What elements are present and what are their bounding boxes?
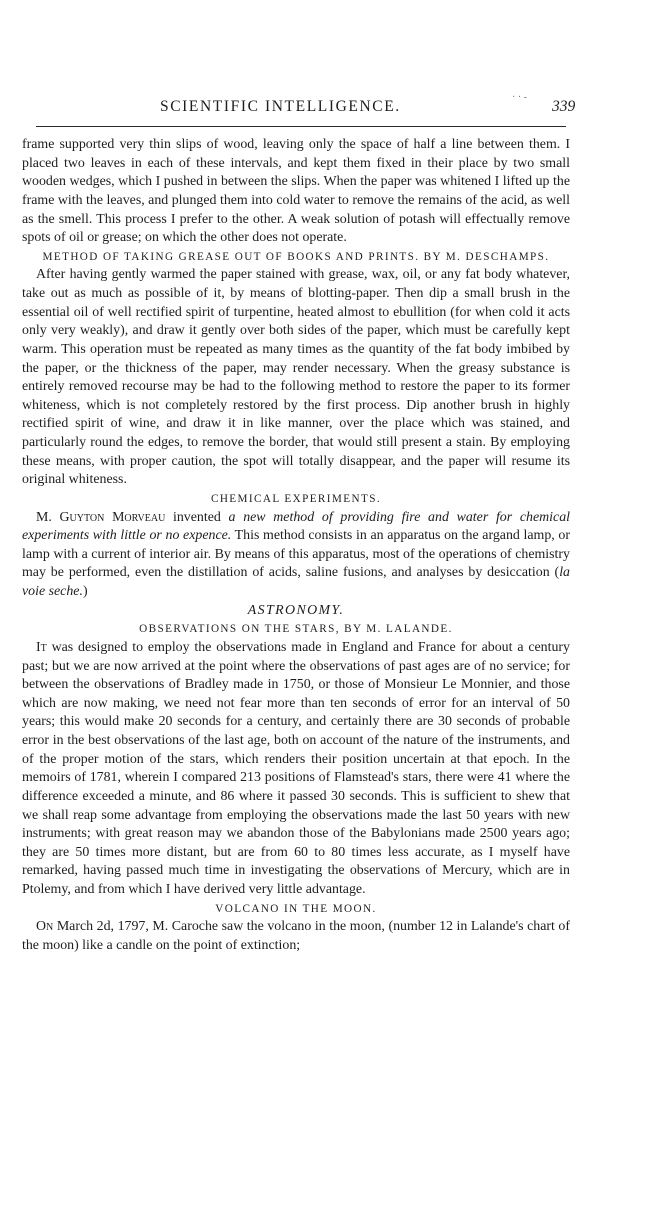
paragraph-volcano	[22, 918, 570, 955]
paragraph-star-observations	[22, 639, 570, 900]
section-heading-observations: OBSERVATIONS ON THE STARS, BY M. LALANDE.	[139, 623, 453, 636]
text-run: invented	[165, 509, 229, 525]
text-run: was designed to employ the observations made in England and France for about a century past; but we are now arrived at the point where the observations of past ages are of no service; for between the observations of Bradley made in 1750, or those of Monsieur Le Monnier, and those which are now making, we need not fear more than ten seconds of error for an interval of 50 years; this would make 20 seconds for a century, and certainly there are 30 seconds of probable error in the best observations of the last age, both on account of the nature of the instruments, and of the proper motion of the stars, which renders their position uncertain at that epoch. In the memoirs of 1781, wherein I compared 213 positions of Flamstead's stars, there were 41 where the difference exceeded a minute, and 86 where it passed 30 seconds. This is sufficient to shew that we shall reap some advantage from employing the observations made the last 50 years with new instruments; with great reason may we abandon those of the Babylonians made 2500 years ago; they are 50 times more distant, but are from 60 to 80 times less accurate, as I myself have remarked, having passed much time in investigating the observations of Mercury, which are in Ptolemy, and from which I have derived very little advantage.	[22, 639, 570, 897]
header-rule	[36, 126, 566, 127]
section-heading-astronomy: ASTRONOMY.	[247, 602, 345, 618]
author-name: M. Guyton Morveau	[36, 509, 166, 525]
page-number: 339	[552, 98, 576, 115]
lead-word: It	[36, 639, 47, 655]
paragraph-grease-method: After having gently warmed the paper stained with grease, wax, oil, or any fat body whatever, take out as much as possible of it, by means of blotting-paper. Then dip a small brush in the essential oil of well rectified spirit of turpentine, heated almost to ebullition (for when cold it acts only very weakly), and draw it gently over both sides of the paper, which must be carefully kept warm. This operation must be repeated as many times as the quantity of the fat body imbibed by the paper, or the thickness of the paper, may render necessary. When the greasy substance is entirely removed recourse may be had to the following method to restore the paper to its former whiteness, which is not completely restored by the first process. Dip another brush in highly rectified spirit of wine, and draw it in like manner, over the place which was stained, and particularly round the edges, to remove the border, that would still present a stain. By employing these means, with proper caution, the spot will totally disappear, and the paper will resume its original whiteness.	[22, 267, 570, 488]
section-heading-grease: METHOD OF TAKING GREASE OUT OF BOOKS AND PRINTS. BY M. DESCHAMPS.	[42, 250, 550, 263]
header-marks: · · -	[512, 92, 527, 103]
text-run: )	[82, 584, 88, 599]
italic-phrase: a new method of providing fire and water for chemical experiments with little or no expence.	[22, 509, 570, 544]
paragraph-bleaching-continued: frame supported very thin slips of wood, leaving only the space of half a line between them. I placed two leaves in each of these intervals, and kept them fixed in their place by two small wooden wedges, which I pushed in between the slips. When the paper was whitened I lifted up the frame with the leaves, and plunged them into cold water to remove the remains of the acid, as well as the smell. This process I prefer to the other. A weak solution of potash will effectually remove spots of oil or grease; on which the other does not operate.	[22, 137, 570, 246]
italic-phrase: la voie seche.	[22, 565, 570, 599]
section-heading-chemical: CHEMICAL EXPERIMENTS.	[210, 492, 382, 505]
running-title: SCIENTIFIC INTELLIGENCE.	[160, 98, 401, 115]
section-heading-volcano: VOLCANO IN THE MOON.	[215, 902, 377, 915]
paragraph-chemical-experiments	[22, 509, 570, 602]
page-body	[22, 136, 570, 956]
text-run: This method consists in an apparatus on the argand lamp, or lamp with a current of interior air. By means of this apparatus, most of the operations of chemistry may be performed, even the distillation of acids, saline fusions, and analyses by desiccation (	[22, 528, 570, 581]
lead-word: On	[36, 919, 54, 935]
text-run: March 2d, 1797, M. Caroche saw the volcano in the moon, (number 12 in Lalande's chart of the moon) like a candle on the point of extinction;	[22, 919, 570, 953]
